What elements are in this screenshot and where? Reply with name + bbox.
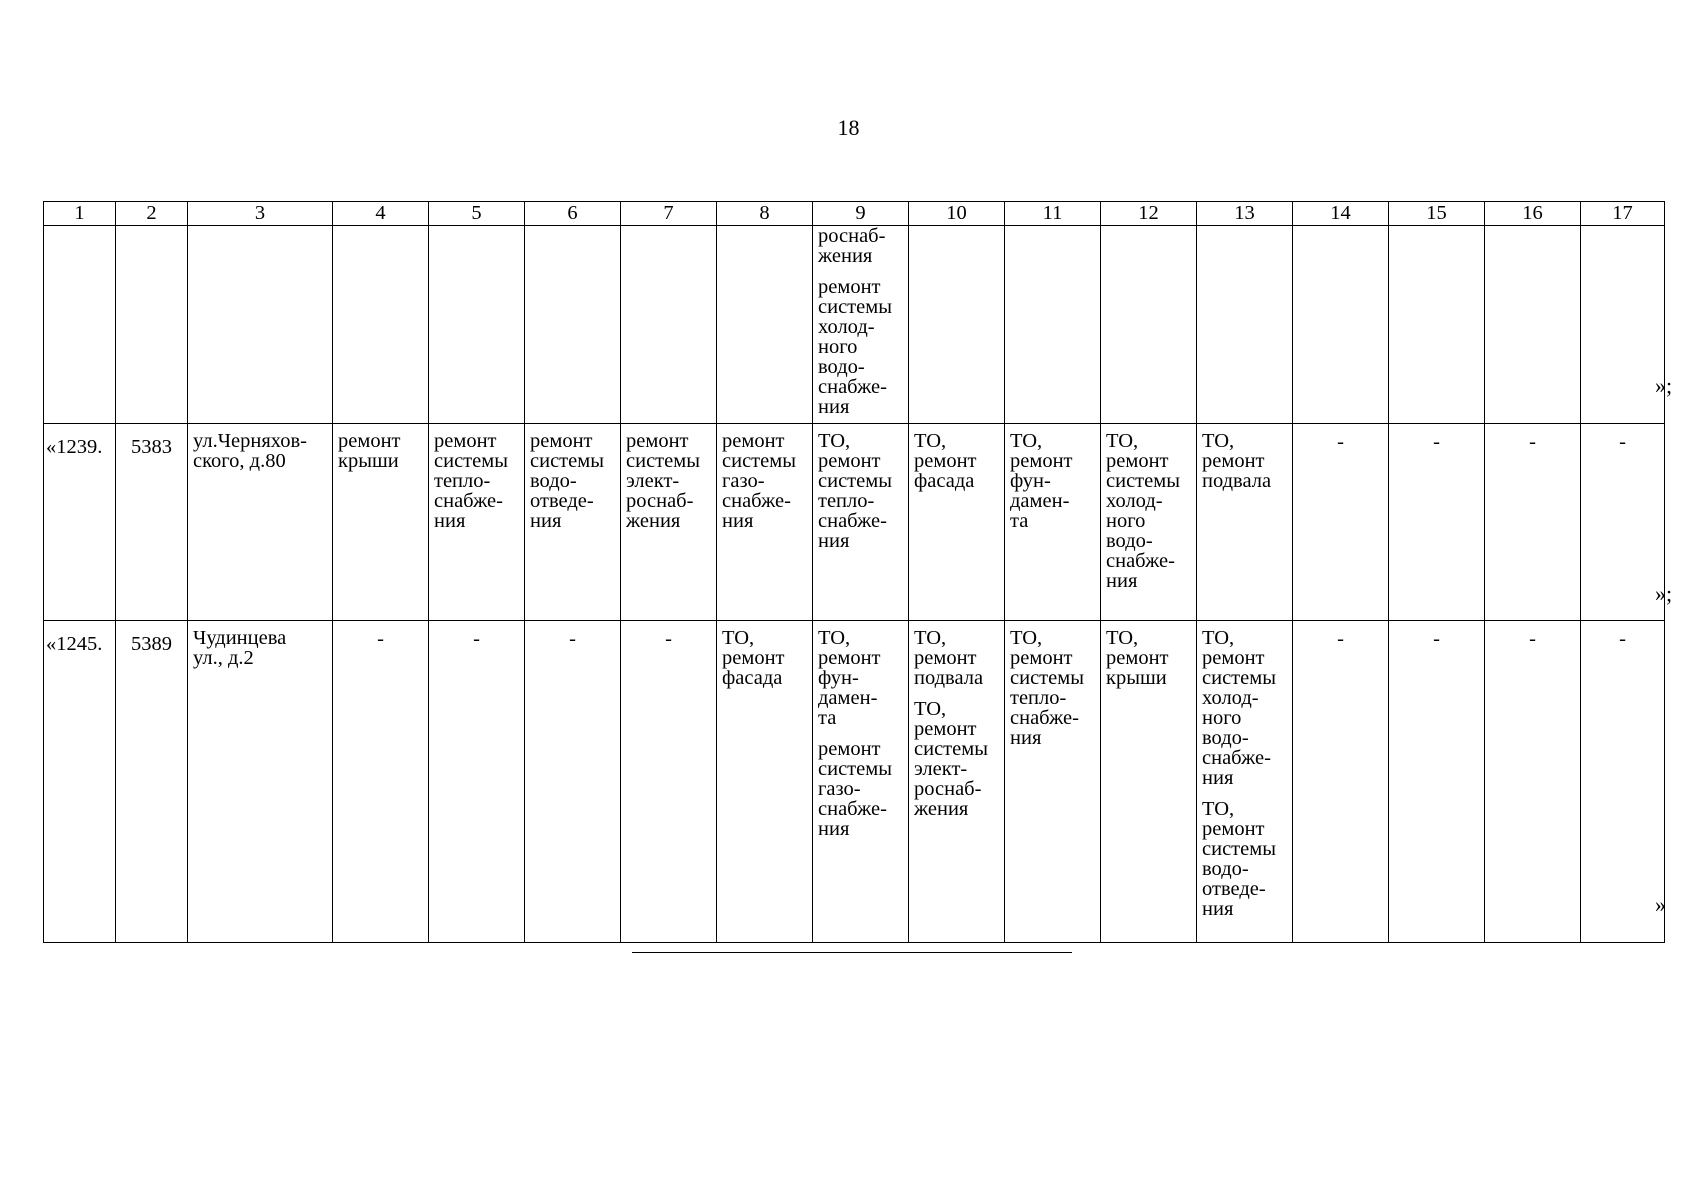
table-cell-col-12 — [1101, 226, 1197, 424]
column-number-14: 14 — [1293, 202, 1389, 226]
cell-text: ул.Черняхов- ского, д.80 — [193, 430, 308, 472]
table-cell-col-15 — [1389, 621, 1485, 943]
cell-text: - — [569, 628, 576, 650]
table-cell-col-17 — [1581, 424, 1665, 621]
cell-text: ТО, ремонт подвала — [914, 627, 984, 689]
table-cell-col-10 — [909, 621, 1005, 943]
cell-text: ТО, ремонт системы холод- ного водо- снабже- ния — [1202, 627, 1276, 789]
cell-text: ТО, ремонт системы элект- роснаб- жения — [914, 698, 988, 820]
table-cell-col-6 — [525, 226, 621, 424]
table-cell-col-1 — [44, 226, 116, 424]
table-cell-col-6 — [525, 621, 621, 943]
table-cell-col-15 — [1389, 226, 1485, 424]
closing-quote-row-1: »; — [1655, 373, 1673, 398]
table-cell-col-9 — [813, 226, 909, 424]
table-cell-col-1 — [44, 424, 116, 621]
cell-text: ремонт системы холод- ного водо- снабже- ния — [818, 276, 892, 418]
table-row — [44, 424, 1665, 621]
column-number-2: 2 — [116, 202, 188, 226]
column-number-11: 11 — [1005, 202, 1101, 226]
cell-text: ремонт крыши — [338, 430, 401, 472]
table-row — [44, 226, 1665, 424]
table-cell-col-5 — [429, 226, 525, 424]
table-cell-col-14 — [1293, 424, 1389, 621]
table-cell-col-3 — [188, 424, 333, 621]
column-number-15: 15 — [1389, 202, 1485, 226]
table-row — [44, 621, 1665, 943]
table-cell-col-3 — [188, 621, 333, 943]
cell-text: - — [1433, 431, 1440, 453]
cell-text: - — [1619, 628, 1626, 650]
cell-text: роснаб- жения — [818, 225, 886, 267]
table-cell-col-5 — [429, 621, 525, 943]
cell-text: ТО, ремонт системы водо- отведе- ния — [1202, 798, 1276, 920]
table-cell-col-11 — [1005, 226, 1101, 424]
cell-text: - — [1337, 628, 1344, 650]
cell-text: - — [1433, 628, 1440, 650]
column-number-12: 12 — [1101, 202, 1197, 226]
table-cell-col-7 — [621, 226, 717, 424]
cell-text: 5389 — [131, 633, 172, 655]
cell-text: ремонт системы тепло- снабже- ния — [434, 430, 508, 532]
table-cell-col-4 — [333, 424, 429, 621]
footer-rule — [632, 952, 1072, 953]
table-cell-col-12 — [1101, 424, 1197, 621]
cell-text: «1245. — [46, 633, 103, 655]
table-cell-col-7 — [621, 621, 717, 943]
table-cell-col-17 — [1581, 226, 1665, 424]
cell-text: ремонт системы газо- снабже- ния — [818, 738, 892, 840]
column-number-row — [44, 202, 1665, 226]
table-cell-col-16 — [1485, 226, 1581, 424]
cell-text: - — [665, 628, 672, 650]
table-cell-col-7 — [621, 424, 717, 621]
cell-text: ремонт системы водо- отведе- ния — [530, 430, 604, 532]
column-number-16: 16 — [1485, 202, 1581, 226]
column-number-5: 5 — [429, 202, 525, 226]
table-cell-col-2 — [116, 621, 188, 943]
column-number-13: 13 — [1197, 202, 1293, 226]
column-number-9: 9 — [813, 202, 909, 226]
table-cell-col-11 — [1005, 424, 1101, 621]
table-cell-col-3 — [188, 226, 333, 424]
cell-text: 5383 — [131, 436, 172, 458]
cell-text: ТО, ремонт подвала — [1202, 430, 1272, 492]
table-cell-col-5 — [429, 424, 525, 621]
cell-text: ТО, ремонт фасада — [914, 430, 977, 492]
column-number-7: 7 — [621, 202, 717, 226]
table-cell-col-10 — [909, 424, 1005, 621]
table-cell-col-8 — [717, 621, 813, 943]
table-cell-col-13 — [1197, 424, 1293, 621]
cell-text: ТО, ремонт системы холод- ного водо- снабже- ния — [1106, 430, 1180, 592]
table-cell-col-2 — [116, 424, 188, 621]
column-number-17: 17 — [1581, 202, 1665, 226]
table-cell-col-13 — [1197, 621, 1293, 943]
table-cell-col-9 — [813, 424, 909, 621]
column-number-4: 4 — [333, 202, 429, 226]
cell-text: - — [473, 628, 480, 650]
cell-text: ТО, ремонт фасада — [722, 627, 785, 689]
table-cell-col-14 — [1293, 226, 1389, 424]
table-cell-col-9 — [813, 621, 909, 943]
cell-text: ТО, ремонт системы тепло- снабже- ния — [1010, 627, 1084, 749]
cell-text: ТО, ремонт крыши — [1106, 627, 1169, 689]
closing-quote-row-2: »; — [1655, 581, 1673, 606]
cell-text: - — [377, 628, 384, 650]
table-cell-col-8 — [717, 424, 813, 621]
table-cell-col-1 — [44, 621, 116, 943]
table-cell-col-10 — [909, 226, 1005, 424]
table-cell-col-16 — [1485, 621, 1581, 943]
column-number-1: 1 — [44, 202, 116, 226]
cell-text: - — [1529, 431, 1536, 453]
cell-text: - — [1619, 431, 1626, 453]
closing-quote-row-3: » — [1655, 892, 1666, 917]
cell-text: ремонт системы элект- роснаб- жения — [626, 430, 700, 532]
page-number: 18 — [837, 115, 860, 140]
table-cell-col-8 — [717, 226, 813, 424]
table-cell-col-11 — [1005, 621, 1101, 943]
cell-text: ремонт системы газо- снабже- ния — [722, 430, 796, 532]
cell-text: ТО, ремонт фун- дамен- та — [818, 627, 881, 729]
cell-text: Чудинцева ул., д.2 — [193, 627, 287, 669]
table-cell-col-6 — [525, 424, 621, 621]
table-cell-col-17 — [1581, 621, 1665, 943]
column-number-8: 8 — [717, 202, 813, 226]
column-number-10: 10 — [909, 202, 1005, 226]
table-cell-col-13 — [1197, 226, 1293, 424]
table-cell-col-4 — [333, 621, 429, 943]
table-cell-col-12 — [1101, 621, 1197, 943]
table-cell-col-14 — [1293, 621, 1389, 943]
cell-text: - — [1529, 628, 1536, 650]
table-cell-col-16 — [1485, 424, 1581, 621]
repair-schedule-table — [43, 201, 1665, 943]
table-cell-col-4 — [333, 226, 429, 424]
cell-text: ТО, ремонт системы тепло- снабже- ния — [818, 430, 892, 552]
cell-text: «1239. — [46, 436, 103, 458]
table-cell-col-2 — [116, 226, 188, 424]
column-number-3: 3 — [188, 202, 333, 226]
cell-text: ТО, ремонт фун- дамен- та — [1010, 430, 1073, 532]
table-cell-col-15 — [1389, 424, 1485, 621]
column-number-6: 6 — [525, 202, 621, 226]
cell-text: - — [1337, 431, 1344, 453]
